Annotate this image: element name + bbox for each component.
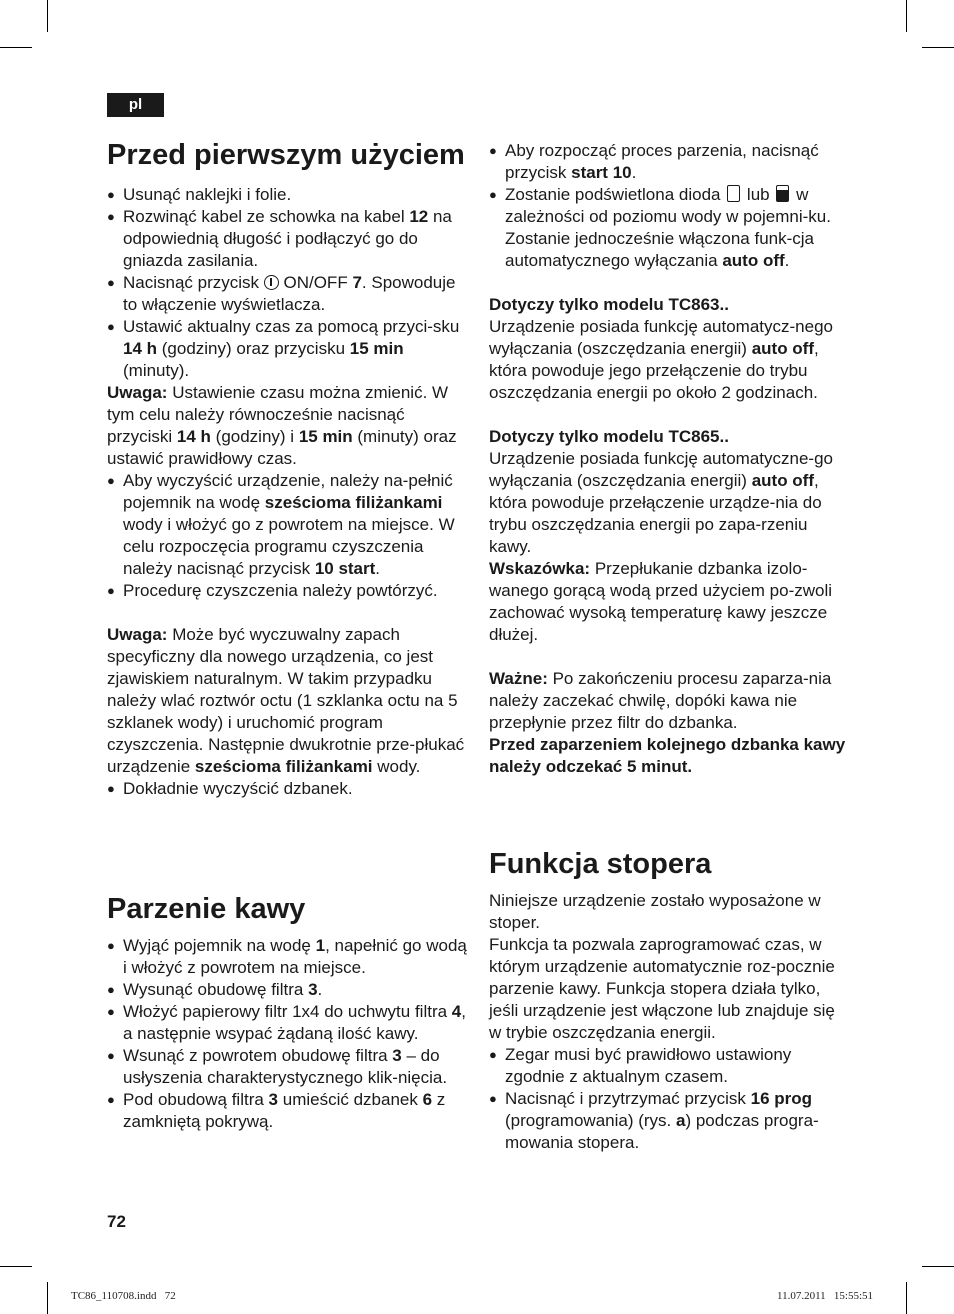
list-item: ● Usunąć naklejki i folie.	[107, 184, 469, 206]
water-level-full-icon	[776, 185, 789, 202]
list-item: ● Aby rozpocząć proces parzenia, nacisnąć przycisk start 10.	[489, 140, 851, 184]
spacer	[489, 404, 851, 426]
print-slug-right: 11.07.2011 15:55:51	[777, 1290, 874, 1302]
list-item: ● Aby wyczyścić urządzenie, należy na-pełnić pojemnik na wodę sześcioma filiżankami wody i włożyć go z powrotem na miejsce. W celu rozpoczęcia programu czyszczenia należy nacisnąć przycisk 10 start.	[107, 470, 469, 580]
model-note: Urządzenie posiada funkcję automatycz-nego wyłączania (oszczędzania energii) auto off, która powoduje jego przełączenie do trybu oszczędzania energii po około 2 godzinach.	[489, 317, 833, 402]
language-tab: pl	[107, 93, 164, 117]
crop-mark	[906, 0, 907, 32]
list-item: ● Wyjąć pojemnik na wodę 1, napełnić go wodą i włożyć z powrotem na miejsce.	[107, 935, 469, 979]
section-title: Parzenie kawy	[107, 893, 306, 925]
list-item: ● Ustawić aktualny czas za pomocą przyci-sku 14 h (godziny) oraz przycisku 15 min (minuty).	[107, 316, 469, 382]
model-note-title: Dotyczy tylko modelu TC863..	[489, 295, 729, 314]
crop-mark	[922, 1266, 954, 1267]
print-slug-left: TC86_110708.indd 72	[71, 1290, 176, 1302]
page-number: 72	[107, 1212, 126, 1231]
section-title: Przed pierwszym użyciem	[107, 139, 465, 171]
crop-mark	[0, 1266, 32, 1267]
list-item: ● Włożyć papierowy filtr 1x4 do uchwytu filtra 4, a następnie wsypać żądaną ilość kawy.	[107, 1001, 469, 1045]
list-item: ● Rozwinąć kabel ze schowka na kabel 12 na odpowiednią długość i podłączyć go do gniazda zasilania.	[107, 206, 469, 272]
spacer	[107, 602, 469, 624]
power-icon	[264, 275, 279, 290]
spacer	[489, 272, 851, 294]
tip-paragraph: Wskazówka: Przepłukanie dzbanka izolo-wanego gorącą wodą przed użyciem po-zwoli zachować wysoką temperaturę kawy jeszcze dłużej.	[489, 559, 833, 644]
section-body	[107, 935, 469, 1133]
crop-mark	[47, 0, 48, 32]
list-item: ● Wysunąć obudowę filtra 3.	[107, 979, 469, 1001]
crop-mark	[922, 47, 954, 48]
crop-mark	[47, 1282, 48, 1314]
crop-mark	[0, 47, 32, 48]
list-item: ● Nacisnąć i przytrzymać przycisk 16 prog (programowania) (rys. a) podczas progra-mowania stopera.	[489, 1088, 851, 1154]
spacer	[489, 646, 851, 668]
section-body	[489, 890, 851, 1154]
list-item: ● Zegar musi być prawidłowo ustawiony zgodnie z aktualnym czasem.	[489, 1044, 851, 1088]
water-level-low-icon	[727, 185, 740, 202]
list-item: ● Pod obudową filtra 3 umieścić dzbanek 6 z zamkniętą pokrywą.	[107, 1089, 469, 1133]
important-bold: Przed zaparzeniem kolejnego dzbanka kawy należy odczekać 5 minut.	[489, 735, 846, 776]
section-body	[107, 184, 469, 800]
model-note: Urządzenie posiada funkcję automatyczne-go wyłączania (oszczędzania energii) auto off, która powoduje przełączenie urządze-nia do trybu oszczędzania energii po zapa-rzeniu kawy.	[489, 449, 833, 556]
section-title: Funkcja stopera	[489, 848, 712, 880]
list-item: ● Nacisnąć przycisk ON/OFF 7. Spowoduje to włączenie wyświetlacza.	[107, 272, 469, 316]
paragraph: Niniejsze urządzenie zostało wyposażone w stoper.	[489, 891, 821, 932]
model-note-title: Dotyczy tylko modelu TC865..	[489, 427, 729, 446]
important-paragraph: Ważne: Po zakończeniu procesu zaparza-nia należy zaczekać chwilę, dopóki kawa nie przepłynie przez filtr do dzbanka.	[489, 669, 832, 732]
list-item: ● Wsunąć z powrotem obudowę filtra 3 – do usłyszenia charakterystycznego klik-nięcia.	[107, 1045, 469, 1089]
crop-mark	[906, 1282, 907, 1314]
list-item: ● Zostanie podświetlona dioda lub w zależności od poziomu wody w pojemni-ku. Zostanie jednocześnie włączona funk-cja automatycznego wyłączania auto off.	[489, 184, 851, 272]
paragraph: Funkcja ta pozwala zaprogramować czas, w którym urządzenie automatycznie roz-pocznie parzenie kawy. Funkcja stopera działa tylko, jeśli urządzenie jest włączone lub znajduje się w trybie oszczędzania energii.	[489, 935, 835, 1042]
list-item: ● Dokładnie wyczyścić dzbanek.	[107, 778, 469, 800]
section-body	[489, 140, 851, 778]
note-paragraph: Uwaga: Może być wyczuwalny zapach specyficzny dla nowego urządzenia, co jest zjawiskiem naturalnym. W takim przypadku należy wlać roztwór octu (1 szklanka octu na 5 szklanek wody) i uruchomić program czyszczenia. Następnie dwukrotnie prze-płukać urządzenie sześcioma filiżankami wody.	[107, 625, 465, 776]
note-paragraph: Uwaga: Ustawienie czasu można zmienić. W tym celu należy równocześnie nacisnąć przyciski 14 h (godziny) i 15 min (minuty) oraz ustawić prawidłowy czas.	[107, 383, 457, 468]
list-item: ● Procedurę czyszczenia należy powtórzyć.	[107, 580, 469, 602]
